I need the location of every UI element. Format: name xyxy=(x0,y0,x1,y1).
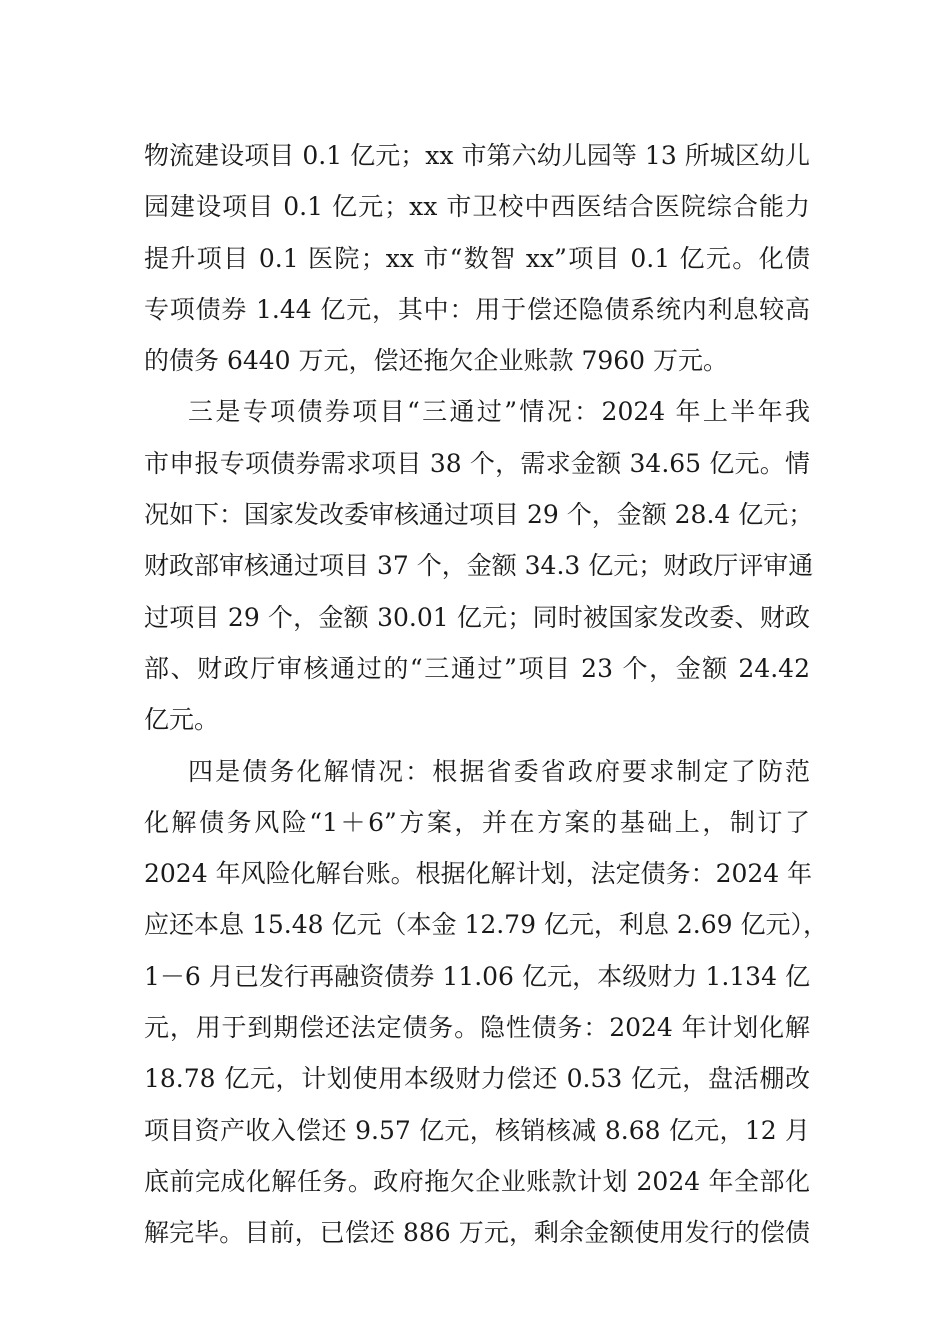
text-line: 况如下：国家发改委审核通过项目 29 个，金额 28.4 亿元； xyxy=(144,500,814,530)
text-line: 解完毕。目前，已偿还 886 万元，剩余金额使用发行的偿债 xyxy=(144,1218,810,1248)
text-line: 化解债务风险“1＋6”方案，并在方案的基础上，制订了 xyxy=(144,807,810,837)
text-line: 2024 年风险化解台账。根据化解计划，法定债务：2024 年 xyxy=(144,859,813,889)
text-line: 1－6 月已发行再融资债券 11.06 亿元，本级财力 1.134 亿 xyxy=(144,961,810,991)
text-line: 物流建设项目 0.1 亿元；xx 市第六幼儿园等 13 所城区幼儿 xyxy=(144,141,810,170)
text-line: 元，用于到期偿还法定债务。隐性债务：2024 年计划化解 xyxy=(144,1013,810,1043)
text-line: 过项目 29 个，金额 30.01 亿元；同时被国家发改委、财政 xyxy=(144,602,810,632)
text-line: 亿元。 xyxy=(144,705,220,735)
text-line: 市申报专项债券需求项目 38 个，需求金额 34.65 亿元。情 xyxy=(144,448,810,478)
text-line: 应还本息 15.48 亿元（本金 12.79 亿元，利息 2.69 亿元）， xyxy=(144,910,828,940)
document-body xyxy=(144,130,828,1259)
text-line: 的债务 6440 万元，偿还拖欠企业账款 7960 万元。 xyxy=(144,346,729,376)
text-line: 部、财政厅审核通过的“三通过”项目 23 个，金额 24.42 xyxy=(144,653,810,683)
text-line: 园建设项目 0.1 亿元；xx 市卫校中西医结合医院综合能力 xyxy=(144,192,810,222)
paragraph-start-line: 三是专项债券项目“三通过”情况：2024 年上半年我 xyxy=(188,397,810,427)
text-line: 项目资产收入偿还 9.57 亿元，核销核减 8.68 亿元，12 月 xyxy=(144,1115,810,1145)
text-line: 专项债券 1.44 亿元，其中：用于偿还隐债系统内利息较高 xyxy=(144,294,810,324)
text-line: 18.78 亿元，计划使用本级财力偿还 0.53 亿元，盘活棚改 xyxy=(144,1064,810,1094)
text-line: 财政部审核通过项目 37 个，金额 34.3 亿元；财政厅评审通 xyxy=(144,551,814,581)
text-line: 提升项目 0.1 医院；xx 市“数智 xx”项目 0.1 亿元。化债 xyxy=(144,243,810,273)
paragraph-start-line: 四是债务化解情况：根据省委省政府要求制定了防范 xyxy=(188,756,810,786)
text-line: 底前完成化解任务。政府拖欠企业账款计划 2024 年全部化 xyxy=(144,1166,810,1196)
